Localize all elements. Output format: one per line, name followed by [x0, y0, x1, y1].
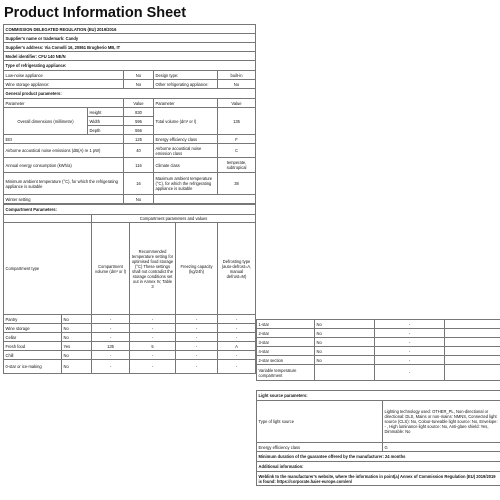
star-row: 1-star No -	[257, 320, 500, 329]
star-row: 2-star section No -	[257, 356, 500, 365]
param-row: Minimum ambient temperature (°C), for which the refrigerating appliance is suitable 16 Maximum ambient temperature (°C), for which the refrigerating appliance is suitable 38	[4, 173, 256, 195]
compartment-row: Wine storage No - - - -	[4, 324, 256, 333]
light-heading: Light source parameters:	[257, 391, 500, 401]
compartment-row: Cellar No - - - -	[4, 333, 256, 342]
dimension-row: Width 596	[4, 117, 256, 126]
general-heading: General product parameters:	[4, 89, 256, 99]
dimension-row: Depth 556	[4, 126, 256, 135]
supplier-name: Supplier's name or trademark: Candy	[4, 34, 256, 43]
star-row: 4-star No -	[257, 347, 500, 356]
compartment-row: 0-star or ice-making No - - - -	[4, 360, 256, 374]
compartment-header: Compartment type Compartment volume (dm³ or l) Recommended temperature setting for optimised food storage (°C) These settings shall not contradict the storage conditions set out in Annex IV, Table 3 Freezing capacity (kg/24h) Defrosting type (auto-defrost=A, manual defrost=M)	[4, 223, 256, 315]
compartment-row: Fresh food Yes 135 5 - A	[4, 342, 256, 351]
info-table	[3, 24, 256, 204]
guarantee-line: Minimum duration of the guarantee offered by the manufacturer: 24 months	[257, 452, 500, 462]
light-table	[256, 390, 500, 486]
page-title: Product Information Sheet	[4, 5, 187, 21]
star-row: 2-star No -	[257, 329, 500, 338]
star-table	[256, 319, 500, 381]
total-volume-label: Total volume (dm³ or l)	[154, 108, 218, 135]
compartment-row: Pantry No - - - -	[4, 315, 256, 324]
total-volume-value: 135	[218, 108, 256, 135]
star-row: 3-star No -	[257, 338, 500, 347]
dimension-row: Overall dimensions (millimetre) Height 830 Total volume (dm³ or l) 135	[4, 108, 256, 117]
type-row: Low-noise appliance No Design type: built-in	[4, 71, 256, 80]
additional-heading: Additional information:	[257, 462, 500, 472]
regulation-line: COMMISSION DELEGATED REGULATION (EU) 2019/2016	[4, 25, 256, 34]
type-heading: Type of refrigerating appliance:	[4, 61, 256, 71]
dimensions-label: Overall dimensions (millimetre)	[4, 108, 88, 135]
compartment-params-title: Compartment parameters and values	[92, 215, 256, 223]
param-row: Annual energy consumption (kWh/a) 116 Climate class temperate, subtropical	[4, 158, 256, 173]
param-row: Airborne acoustical noise emissions (dB(A) re 1 pW) 40 Airborne acoustical noise emission class C	[4, 144, 256, 158]
param-row: EEI 125 Energy efficiency class F	[4, 135, 256, 144]
type-row: Wine storage appliance: No Other refrigerating appliance: No	[4, 80, 256, 89]
model-identifier: Model identifier: CFU 140 NE/N	[4, 52, 256, 61]
light-eec-row: Energy efficiency class G	[257, 443, 500, 452]
star-row: Variable temperature compartment -	[257, 365, 500, 381]
weblink-text: Weblink to the manufacturer's website, where the information in point(a) Annex of Commission Regulation (EU) 2019/2019 is found: https://corporate.haier-europe.com/en/	[257, 472, 500, 486]
sheet-star-compartments	[256, 319, 500, 381]
compartment-row: Chill No - - - -	[4, 351, 256, 360]
light-type-row: Type of light source Lighting technology used: OTHER_PL, Non-directional or directional: DLS, Mains or non-mains: NMNS, Connected light source (CLS): No, Colour-tuneable light source: No, Envelope: - , High luminance light source: No, Anti-glare shield: Yes, Dimmable: No	[257, 401, 500, 443]
sheet-light-source	[256, 390, 500, 486]
param-header: Parameter Value Parameter Value	[4, 99, 256, 108]
compartment-heading: Compartment Parameters:	[4, 205, 256, 215]
winter-setting-row: Winter setting No	[4, 195, 256, 204]
supplier-address: Supplier's address: Via Comolli 16, 20861 Brugherio MB, IT	[4, 43, 256, 52]
sheet-main	[3, 5, 255, 374]
compartment-table	[3, 204, 256, 374]
light-type-value: Lighting technology used: OTHER_PL, Non-directional or directional: DLS, Mains or non-mains: NMNS, Connected light source (CLS): No, Colour-tuneable light source: No, Envelope: - , High luminance light source: No, Anti-glare shield: Yes, Dimmable: No	[383, 401, 500, 443]
